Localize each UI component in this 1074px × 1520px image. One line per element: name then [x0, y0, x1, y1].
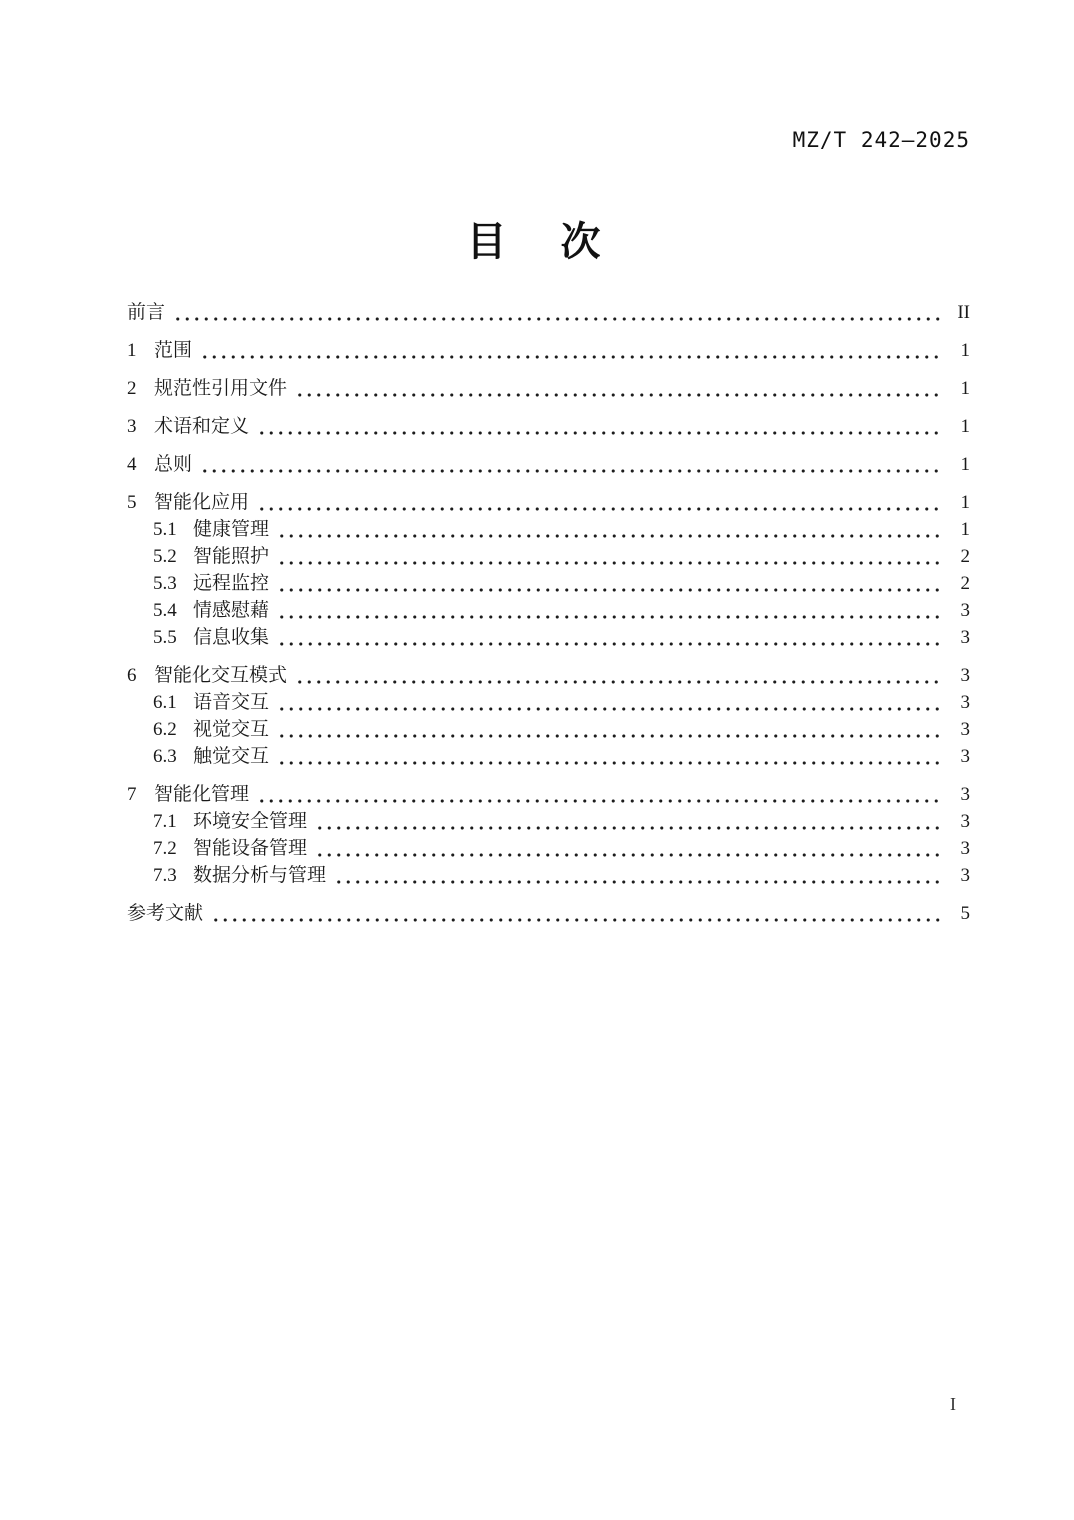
toc-entry-label: 规范性引用文件: [154, 378, 288, 399]
toc-entry-number: 4: [127, 454, 137, 475]
toc-entry-label: 前言: [127, 302, 166, 323]
toc-leader-dots: [277, 743, 940, 770]
toc-entry-number: 5.2: [153, 546, 177, 567]
toc-leader-dots: [315, 835, 940, 862]
toc-entry-number: 5: [127, 492, 137, 513]
toc-entry[interactable]: [127, 662, 970, 689]
toc-page-number: 1: [960, 340, 970, 361]
toc-leader-dots: [277, 689, 940, 716]
toc-entry-label: 智能化管理: [154, 784, 250, 805]
toc-entry[interactable]: [127, 451, 970, 478]
toc-leader-dots: [295, 375, 940, 402]
toc-entry-label: 信息收集: [193, 627, 270, 648]
toc-entry-number: 1: [127, 340, 137, 361]
toc-page-number: 3: [960, 692, 970, 713]
toc-entry[interactable]: [127, 516, 970, 543]
toc-entry[interactable]: [127, 835, 970, 862]
toc-page-number: 2: [960, 546, 970, 567]
toc-entry-number: 6: [127, 665, 137, 686]
toc-page-number: 1: [960, 519, 970, 540]
toc-page-number: 5: [960, 903, 970, 924]
toc-leader-dots: [211, 900, 940, 927]
toc-entry[interactable]: [127, 489, 970, 516]
toc-page-number: 1: [960, 492, 970, 513]
toc-entry[interactable]: [127, 900, 970, 927]
toc-entry[interactable]: [127, 624, 970, 651]
page-title: 目 次: [466, 220, 608, 264]
toc-entry-label: 环境安全管理: [193, 811, 308, 832]
toc-page-number: 3: [960, 746, 970, 767]
toc-page-number: 3: [960, 784, 970, 805]
toc-entry[interactable]: [127, 337, 970, 364]
toc-leader-dots: [277, 516, 940, 543]
toc-entry[interactable]: [127, 543, 970, 570]
toc-leader-dots: [200, 451, 940, 478]
toc-entry-number: 5.5: [153, 627, 177, 648]
toc-entry-label: 智能化交互模式: [154, 665, 288, 686]
toc-entry-label: 范围: [154, 340, 193, 361]
toc-page-number: 3: [960, 838, 970, 859]
toc-leader-dots: [173, 299, 940, 326]
toc-leader-dots: [315, 808, 940, 835]
toc-leader-dots: [257, 781, 940, 808]
toc-leader-dots: [334, 862, 940, 889]
toc-page-number: 3: [960, 665, 970, 686]
toc-entry[interactable]: [127, 808, 970, 835]
toc-entry-number: 7.2: [153, 838, 177, 859]
standard-code: MZ/T 242—2025: [792, 128, 970, 152]
toc-entry[interactable]: [127, 862, 970, 889]
toc-entry-number: 7.1: [153, 811, 177, 832]
toc-leader-dots: [277, 624, 940, 651]
toc-leader-dots: [257, 489, 940, 516]
toc-leader-dots: [277, 543, 940, 570]
toc-page-number: 3: [960, 865, 970, 886]
toc-entry[interactable]: [127, 375, 970, 402]
toc-entry[interactable]: [127, 413, 970, 440]
toc-page-number: 1: [960, 416, 970, 437]
toc-entry-label: 触觉交互: [193, 746, 270, 767]
toc-leader-dots: [277, 597, 940, 624]
toc-leader-dots: [277, 716, 940, 743]
toc-list: [127, 299, 970, 927]
toc-entry[interactable]: [127, 716, 970, 743]
toc-page-number: 1: [960, 454, 970, 475]
toc-entry-label: 数据分析与管理: [193, 865, 327, 886]
toc-entry-label: 远程监控: [193, 573, 270, 594]
toc-entry-label: 情感慰藉: [193, 600, 270, 621]
toc-leader-dots: [277, 570, 940, 597]
toc-entry[interactable]: [127, 743, 970, 770]
toc-entry-number: 6.1: [153, 692, 177, 713]
toc-entry-number: 6.2: [153, 719, 177, 740]
toc-page-number: 3: [960, 811, 970, 832]
toc-entry-label: 智能设备管理: [193, 838, 308, 859]
toc-page-number: II: [957, 302, 970, 323]
toc-entry-number: 5.1: [153, 519, 177, 540]
toc-page-number: 1: [960, 378, 970, 399]
toc-entry[interactable]: [127, 299, 970, 326]
toc-entry-number: 7: [127, 784, 137, 805]
toc-entry-label: 术语和定义: [154, 416, 250, 437]
toc-entry[interactable]: [127, 781, 970, 808]
toc-leader-dots: [257, 413, 940, 440]
toc-entry-number: 3: [127, 416, 137, 437]
toc-entry[interactable]: [127, 597, 970, 624]
toc-page-number: 3: [960, 600, 970, 621]
toc-page-number: 2: [960, 573, 970, 594]
toc-entry-number: 5.3: [153, 573, 177, 594]
toc-entry[interactable]: [127, 689, 970, 716]
toc-entry-number: 6.3: [153, 746, 177, 767]
toc-entry-label: 参考文献: [127, 903, 204, 924]
toc-entry-label: 语音交互: [193, 692, 270, 713]
toc-entry-label: 总则: [154, 454, 193, 475]
toc-entry-number: 7.3: [153, 865, 177, 886]
toc-leader-dots: [295, 662, 940, 689]
toc-entry[interactable]: [127, 570, 970, 597]
toc-entry-label: 智能化应用: [154, 492, 250, 513]
toc-entry-label: 视觉交互: [193, 719, 270, 740]
toc-page-number: 3: [960, 627, 970, 648]
toc-entry-number: 5.4: [153, 600, 177, 621]
toc-page-number: 3: [960, 719, 970, 740]
toc-entry-label: 智能照护: [193, 546, 270, 567]
toc-entry-label: 健康管理: [193, 519, 270, 540]
toc-leader-dots: [200, 337, 940, 364]
footer-page-number: I: [950, 1394, 956, 1414]
toc-entry-number: 2: [127, 378, 137, 399]
